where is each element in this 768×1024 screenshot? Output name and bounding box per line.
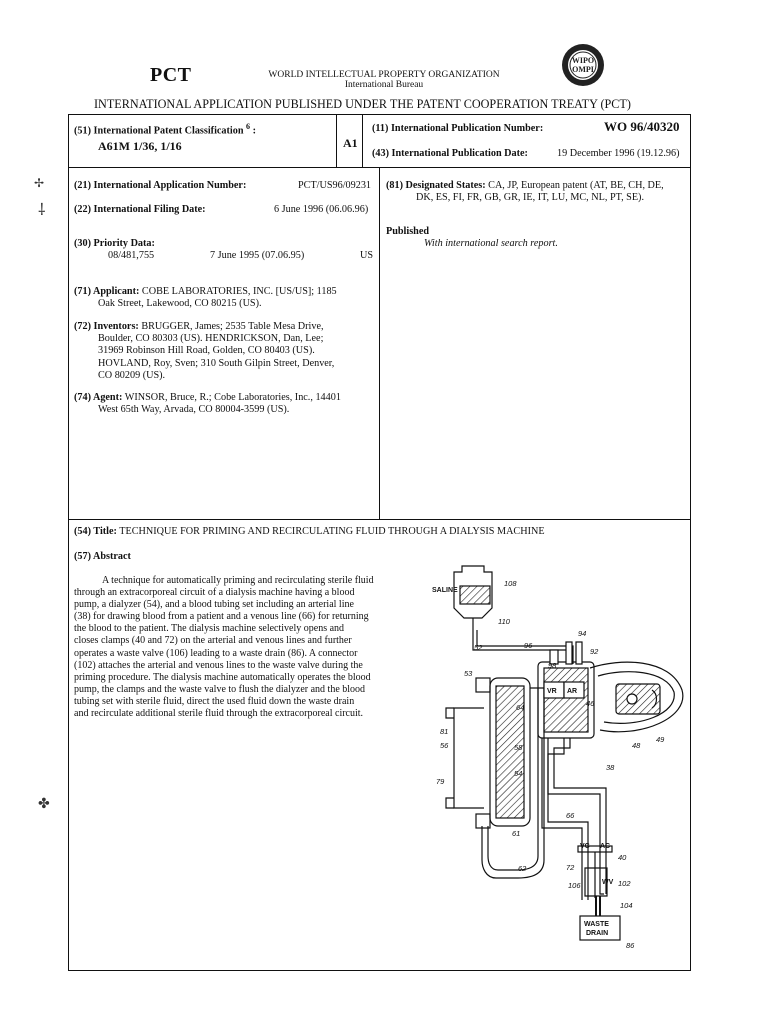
inventors-line: 31969 Robinson Hill Road, Golden, CO 80403 (US). [98,345,315,357]
figure-label-waste: WASTE [584,921,609,928]
publication-date: 19 December 1996 (19.12.96) [557,148,680,159]
abstract-line: operates a waste valve (106) leading to a waste drain (86). A connector [74,647,358,659]
document-title: INTERNATIONAL APPLICATION PUBLISHED UNDER THE PATENT COOPERATION TREATY (PCT) [94,97,631,111]
publication-date-label: (43) International Publication Date: [372,148,528,159]
abstract-body [74,575,396,720]
figure-label-ar: AR [567,688,578,695]
wipo-seal-logo [560,42,606,88]
figure-label: 52 [474,643,483,652]
dialyzer-bracket [454,708,484,808]
figure-label: 61 [512,829,521,838]
filing-date-label: (22) International Filing Date: [74,204,206,215]
dialysis-figure [420,558,690,958]
figure-label: 94 [578,629,587,638]
agent-label: (74) Agent: [74,392,123,403]
inventors-line: BRUGGER, James; 2535 Table Mesa Drive, [141,321,324,332]
abstract-label: (57) Abstract [74,551,131,562]
scan-mark: ⸸ [38,202,46,219]
inventors-block [74,321,376,382]
classification-label [74,121,256,138]
figure-label-vr: VR [547,688,557,695]
figure-label: 48 [632,741,641,750]
abstract-line: (38) for drawing blood from a patient and a venous line (66) for returning [74,611,369,623]
bureau-line: International Bureau [344,80,424,90]
figure-label: 38 [606,763,615,772]
figure-label: 86 [626,941,635,950]
figure-label: 108 [504,579,517,588]
figure-label-vc: VC [580,843,590,850]
title-value: TECHNIQUE FOR PRIMING AND RECIRCULATING FLUID THROUGH A DIALYSIS MACHINE [119,526,545,537]
figure-label-wv: WV [602,879,614,886]
abstract-line: tubing set with sterile fluid, direct the used fluid down the waste drain [74,695,355,707]
figure-label: 53 [464,669,473,678]
divider [362,114,363,168]
pct-label: PCT [150,64,192,86]
priority-label: (30) Priority Data: [74,238,155,249]
divider [68,519,691,520]
figure-label: 40 [618,853,627,862]
priority-number: 08/481,755 [108,250,155,261]
figure-label: 92 [590,647,599,656]
inventors-line: CO 80209 (US). [98,369,166,381]
org-name [262,70,506,90]
figure-label-saline: SALINE [432,587,458,594]
abstract-line: closes clamps (40 and 72) on the arterial and venous lines and further [74,635,352,647]
figure-label: 98 [548,661,557,670]
figure-label: 110 [498,617,510,626]
agent-block [74,392,376,416]
figure-label: 79 [436,777,445,786]
figure-label: 62 [518,864,527,873]
saline-bag [454,566,492,630]
title-label: (54) Title: [74,526,117,537]
dialyzer [476,678,530,828]
filing-date: 6 June 1996 (06.06.96) [274,204,369,215]
classification-superscript: 6 [246,122,251,131]
figure-label: 104 [620,901,633,910]
designated-label: (81) Designated States: [386,180,486,191]
figure-label: 56 [440,741,449,750]
figure-label: 58 [514,743,523,752]
scan-mark: ✤ [38,797,50,812]
figure-label: 96 [524,641,533,650]
inventors-line: HOVLAND, Roy, Sven; 310 South Gilpin Street, Denver, [98,357,335,369]
classification-value: A61M 1/36, 1/16 [98,139,182,153]
figure-label: 66 [566,811,575,820]
figure-label: 46 [586,699,595,708]
designated-line: CA, JP, European patent (AT, BE, CH, DE, [488,180,664,191]
figure-label: 49 [656,735,665,744]
divider [336,114,337,168]
publication-kind: A1 [343,136,358,150]
applicant-block [74,286,376,310]
abstract-line: A technique for automatically priming and recirculating sterile fluid [102,575,374,586]
classification-label-text: (51) International Patent Classification [74,125,244,137]
priority-country: US [360,250,374,261]
abstract-line: through an extracorporeal circuit of a dialysis machine having a blood [74,587,355,599]
applicant-line: Oak Street, Lakewood, CO 80215 (US). [98,298,262,310]
priority-date: 7 June 1995 (07.06.95) [210,250,305,261]
seal-text-top: WIPO [571,56,595,65]
figure-label-ac: AC [600,843,611,850]
abstract-line: pump, a dialyzer (54), and a blood tubing set including an arterial line [74,599,354,611]
inventors-label: (72) Inventors: [74,321,139,332]
title-line [74,526,545,538]
inventors-line: Boulder, CO 80303 (US). HENDRICKSON, Dan, Lee; [98,333,324,345]
org-line: WORLD INTELLECTUAL PROPERTY ORGANIZATION [268,70,500,80]
agent-line: West 65th Way, Arvada, CO 80004-3599 (US). [98,404,290,416]
application-number-label: (21) International Application Number: [74,180,247,191]
abstract-line: priming procedure. The dialysis machine automatically operates the blood [74,671,371,683]
figure-label-drain: DRAIN [586,930,609,937]
pump-motor [616,684,660,714]
publication-number-label: (11) International Publication Number: [372,123,544,134]
figure-label: 102 [618,879,631,888]
classification-colon: : [252,125,256,137]
abstract-line: the blood to the patient. The dialysis machine selectively opens and [74,623,345,635]
seal-text-bottom: OMPI [572,65,594,74]
figure-label: 54 [514,769,523,778]
scan-mark: ✢ [34,176,45,190]
abstract-line: (102) attaches the arterial and venous lines to the waste valve during the [74,659,363,671]
abstract-line: pump, the clamps and the waste valve to flush the dialyzer and the blood [74,683,366,695]
figure-label: 106 [568,881,581,890]
publication-number: WO 96/40320 [604,119,680,134]
agent-line: WINSOR, Bruce, R.; Cobe Laboratories, Inc., 14401 [124,392,341,403]
abstract-line: and recirculate additional sterile fluid through the extracorporeal circuit. [74,708,364,720]
published-value: With international search report. [424,238,558,249]
application-number: PCT/US96/09231 [298,180,372,191]
applicant-line: COBE LABORATORIES, INC. [US/US]; 1185 [141,286,337,297]
figure-label: 64 [516,703,525,712]
applicant-label: (71) Applicant: [74,286,140,297]
divider [379,167,380,519]
published-label: Published [386,226,430,237]
designated-states [386,180,688,204]
figure-label: 81 [440,727,449,736]
designated-line: DK, ES, FI, FR, GB, GR, IE, IT, LU, MC, NL, PT, SE). [416,192,644,204]
figure-label: 72 [566,863,575,872]
